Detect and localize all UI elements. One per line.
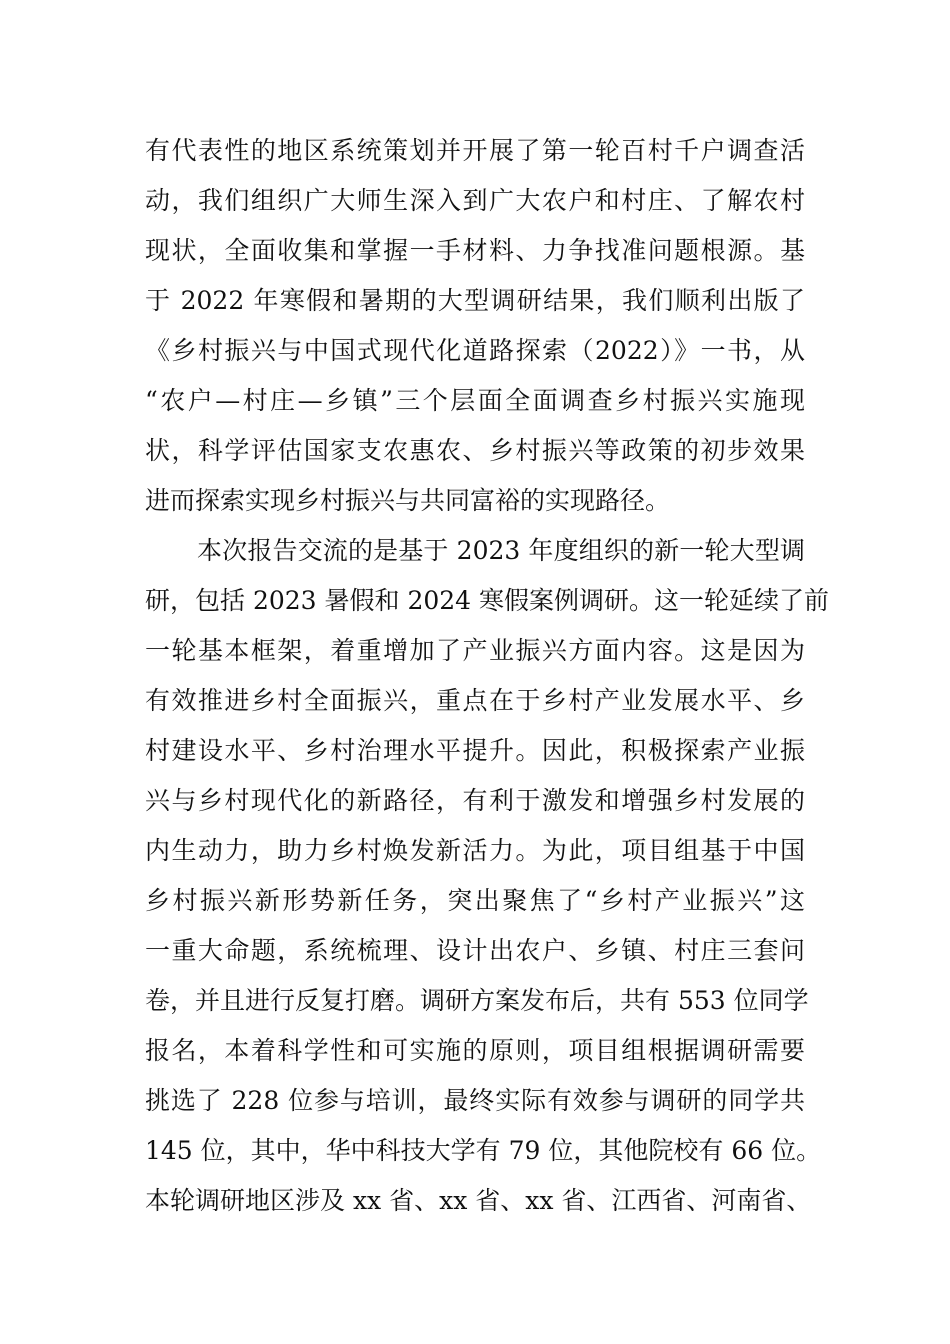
paragraph-line: 一轮基本框架，着重增加了产业振兴方面内容。这是因为 [145,636,805,665]
paragraph-line: 状，科学评估国家支农惠农、乡村振兴等政策的初步效果 [145,436,805,465]
paragraph-line: 本次报告交流的是基于 2023 年度组织的新一轮大型调 [197,536,805,565]
paragraph-line: 村建设水平、乡村治理水平提升。因此，积极探索产业振 [145,736,805,765]
paragraph-line: 145 位，其中，华中科技大学有 79 位，其他院校有 66 位。 [145,1136,822,1165]
paragraph-line: 本轮调研地区涉及 xx 省、xx 省、xx 省、江西省、河南省、 [145,1186,812,1215]
paragraph-line: 研，包括 2023 暑假和 2024 寒假案例调研。这一轮延续了前 [145,586,830,615]
paragraph-line: 卷，并且进行反复打磨。调研方案发布后，共有 553 位同学 [145,986,809,1015]
paragraph-line: 于 2022 年寒假和暑期的大型调研结果，我们顺利出版了 [145,286,805,315]
paragraph-line: 报名，本着科学性和可实施的原则，项目组根据调研需要 [145,1036,805,1065]
paragraph-line: 内生动力，助力乡村焕发新活力。为此，项目组基于中国 [145,836,805,865]
paragraph-line: 动，我们组织广大师生深入到广大农户和村庄、了解农村 [145,186,805,215]
paragraph-2 [145,526,830,1226]
paragraph-line: 《乡村振兴与中国式现代化道路探索（2022）》一书，从 [145,336,805,365]
paragraph-line: 一重大命题，系统梳理、设计出农户、乡镇、村庄三套问 [145,936,805,965]
paragraph-line: 挑选了 228 位参与培训，最终实际有效参与调研的同学共 [145,1086,805,1115]
paragraph-1 [145,126,805,526]
paragraph-line: 有代表性的地区系统策划并开展了第一轮百村千户调查活 [145,136,805,165]
paragraph-line: 有效推进乡村全面振兴，重点在于乡村产业发展水平、乡 [145,686,805,715]
paragraph-line: 兴与乡村现代化的新路径，有利于激发和增强乡村发展的 [145,786,805,815]
paragraph-line: 乡村振兴新形势新任务，突出聚焦了“乡村产业振兴”这 [145,886,805,915]
paragraph-line: “农户—村庄—乡镇”三个层面全面调查乡村振兴实施现 [145,386,805,415]
paragraph-line: 现状，全面收集和掌握一手材料、力争找准问题根源。基 [145,236,805,265]
paragraph-line: 进而探索实现乡村振兴与共同富裕的实现路径。 [145,486,671,515]
